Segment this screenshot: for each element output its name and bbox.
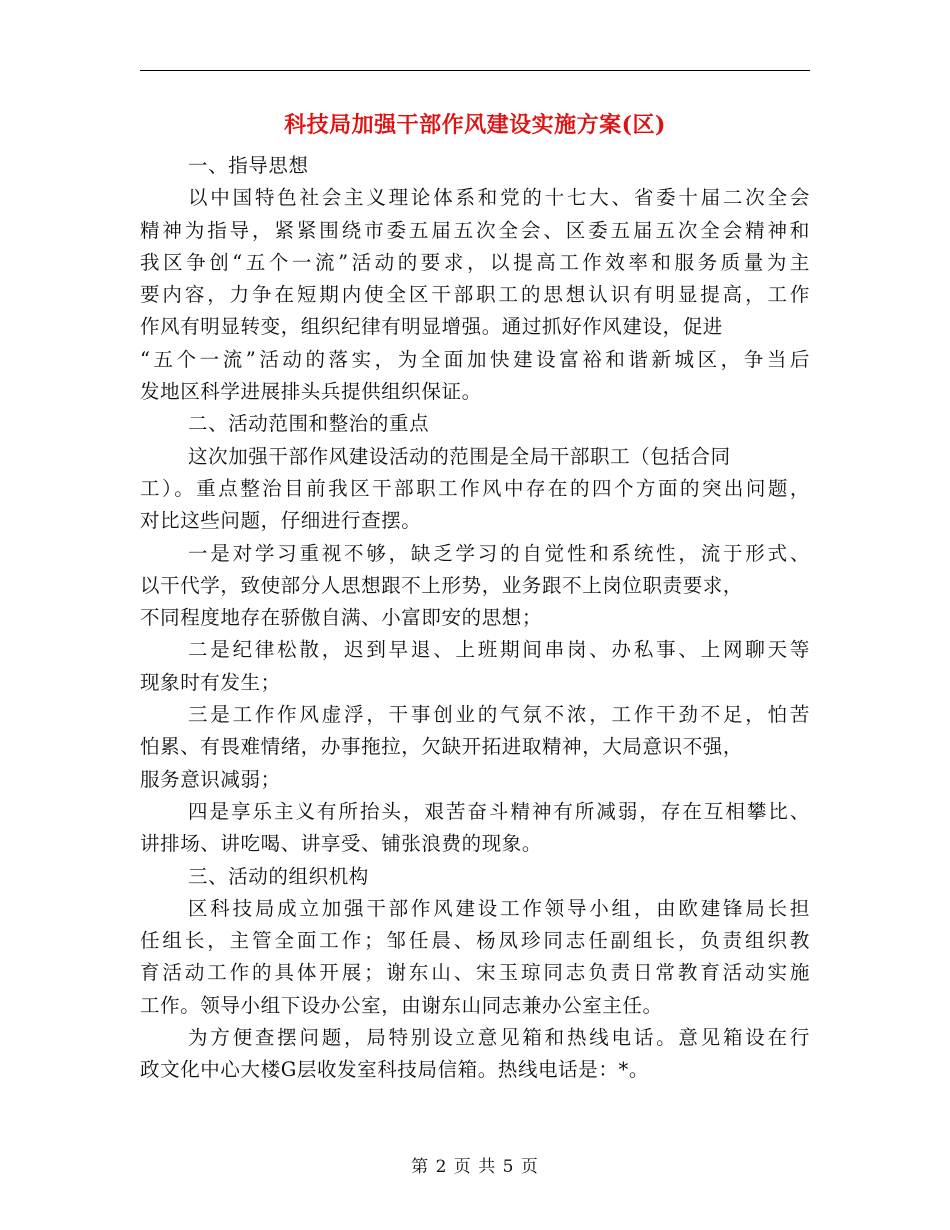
text-line: 一是对学习重视不够，缺乏学习的自觉性和系统性，流于形式、 — [188, 541, 810, 565]
text-line: 精神为指导，紧紧围绕市委五届五次全会、区委五届五次全会精神和 — [140, 218, 810, 242]
text-line: 三是工作作风虚浮，干事创业的气氛不浓，工作干劲不足，怕苦 — [188, 703, 810, 727]
document-body — [140, 150, 810, 1087]
header-rule — [140, 70, 810, 71]
text-line: 这次加强干部作风建设活动的范围是全局干部职工（包括合同 — [188, 444, 731, 468]
text-line: 现象时有发生； — [140, 670, 281, 694]
text-line: 服务意识减弱； — [140, 767, 281, 791]
text-line: 要内容，力争在短期内使全区干部职工的思想认识有明显提高，工作 — [140, 283, 810, 307]
text-line: 怕累、有畏难情绪，办事拖拉，欠缺开拓进取精神，大局意识不强， — [140, 735, 744, 759]
document-title: 科技局加强干部作风建设实施方案(区) — [284, 112, 666, 138]
text-line: 政文化中心大楼G层收发室科技局信箱。热线电话是：*。 — [140, 1058, 649, 1082]
text-line: 以干代学，致使部分人思想跟不上形势，业务跟不上岗位职责要求， — [140, 573, 744, 597]
text-line: 工作。领导小组下设办公室，由谢东山同志兼办公室主任。 — [140, 993, 663, 1017]
text-line: 发地区科学进展排头兵提供组织保证。 — [140, 380, 482, 404]
text-line: 为方便查摆问题，局特别设立意见箱和热线电话。意见箱设在行 — [188, 1026, 810, 1050]
text-line: 不同程度地存在骄傲自满、小富即安的思想； — [140, 606, 543, 630]
text-line: 育活动工作的具体开展；谢东山、宋玉琼同志负责日常教育活动实施 — [140, 961, 810, 985]
text-line: “五个一流”活动的落实，为全面加快建设富裕和谐新城区，争当后 — [140, 347, 810, 371]
text-line: 二、活动范围和整治的重点 — [188, 412, 430, 436]
text-line: 工）。重点整治目前我区干部职工作风中存在的四个方面的突出问题， — [140, 476, 810, 500]
text-line: 二是纪律松散，迟到早退、上班期间串岗、办私事、上网聊天等 — [188, 638, 810, 662]
text-line: 我区争创“五个一流”活动的要求，以提高工作效率和服务质量为主 — [140, 250, 810, 274]
text-line: 以中国特色社会主义理论体系和党的十七大、省委十届二次全会 — [188, 186, 810, 210]
text-line: 一、指导思想 — [188, 154, 309, 177]
text-line: 作风有明显转变，组织纪律有明显增强。通过抓好作风建设，促进 — [140, 315, 723, 339]
text-line: 对比这些问题，仔细进行查摆。 — [140, 509, 422, 533]
page-number: 第 2 页 共 5 页 — [411, 1157, 539, 1177]
text-line: 四是享乐主义有所抬头，艰苦奋斗精神有所减弱，存在互相攀比、 — [188, 799, 810, 823]
text-line: 讲排场、讲吃喝、讲享受、铺张浪费的现象。 — [140, 832, 543, 856]
text-line: 任组长，主管全面工作；邹任晨、杨凤珍同志任副组长，负责组织教 — [140, 929, 810, 953]
text-line: 区科技局成立加强干部作风建设工作领导小组，由欧建锋局长担 — [188, 896, 810, 920]
text-line: 三、活动的组织机构 — [188, 864, 369, 888]
